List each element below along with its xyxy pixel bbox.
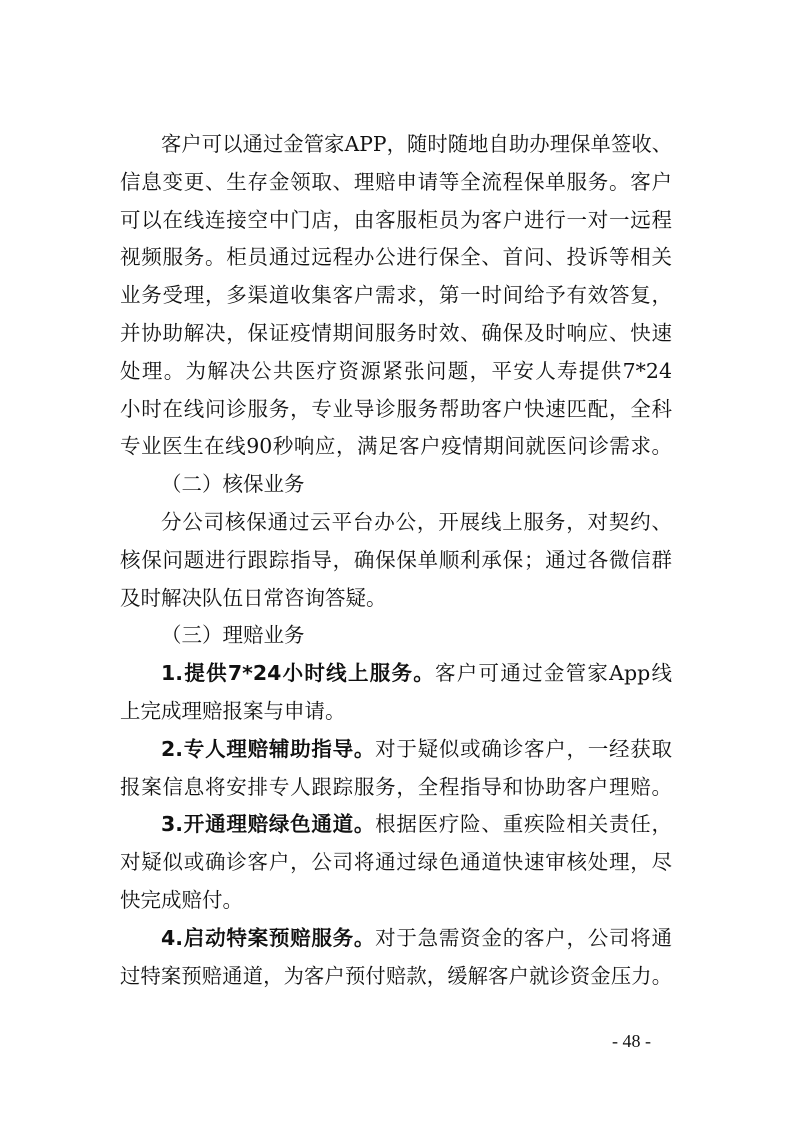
item-text: 客户可通过金管家App线 xyxy=(435,661,672,686)
item-title: 4.启动特案预赔服务。 xyxy=(161,925,376,950)
section-heading-claims: （三）理赔业务 xyxy=(161,623,305,648)
paragraph-line: 快完成赔付。 xyxy=(120,887,243,912)
paragraph-line: 并协助解决，保证疫情期间服务时效、确保及时响应、快速 xyxy=(120,320,672,345)
item-text: 根据医疗险、重疾险相关责任， xyxy=(375,812,672,837)
claims-item-4 xyxy=(120,920,672,958)
item-text: 对于急需资金的客户，公司将通 xyxy=(375,925,672,950)
paragraph-line: 过特案预赔通道，为客户预付赔款，缓解客户就诊资金压力。 xyxy=(120,963,672,988)
item-title: 3.开通理赔绿色通道。 xyxy=(161,812,376,837)
page-number: - 48 - xyxy=(612,1031,651,1051)
paragraph-line: 报案信息将安排专人跟踪服务，全程指导和协助客户理赔。 xyxy=(120,774,672,799)
paragraph-line: 专业医生在线90秒响应，满足客户疫情期间就医问诊需求。 xyxy=(120,434,672,459)
paragraph-line: 及时解决队伍日常咨询答疑。 xyxy=(120,585,387,610)
paragraph-line: 可以在线连接空中门店，由客服柜员为客户进行一对一远程 xyxy=(120,207,672,232)
document-body xyxy=(120,126,672,995)
paragraph-line: 对疑似或确诊客户，公司将通过绿色通道快速审核处理，尽 xyxy=(120,850,672,875)
paragraph-line: 客户可以通过金管家APP，随时随地自助办理保单签收、 xyxy=(161,132,672,156)
paragraph-line: 核保问题进行跟踪指导，确保保单顺利承保；通过各微信群 xyxy=(120,547,672,572)
item-text: 对于疑似或确诊客户，一经获取 xyxy=(375,736,672,761)
claims-item-1 xyxy=(120,655,672,693)
claims-item-3 xyxy=(120,806,672,844)
item-title: 1.提供7*24小时线上服务。 xyxy=(161,661,436,686)
claims-item-2 xyxy=(120,731,672,769)
section-heading-underwriting: （二）核保业务 xyxy=(161,472,305,497)
paragraph-line: 视频服务。柜员通过远程办公进行保全、首问、投诉等相关 xyxy=(120,245,672,270)
paragraph-line: 小时在线问诊服务，专业导诊服务帮助客户快速匹配，全科 xyxy=(120,396,672,421)
item-title: 2.专人理赔辅助指导。 xyxy=(161,736,376,761)
paragraph-line: 业务受理，多渠道收集客户需求，第一时间给予有效答复， xyxy=(120,283,672,308)
paragraph-line: 信息变更、生存金领取、理赔申请等全流程保单服务。客户 xyxy=(120,169,672,194)
paragraph-line: 上完成理赔报案与申请。 xyxy=(120,698,346,723)
paragraph-line: 分公司核保通过云平台办公，开展线上服务，对契约、 xyxy=(161,509,672,534)
paragraph-line: 处理。为解决公共医疗资源紧张问题，平安人寿提供7*24 xyxy=(120,358,672,383)
